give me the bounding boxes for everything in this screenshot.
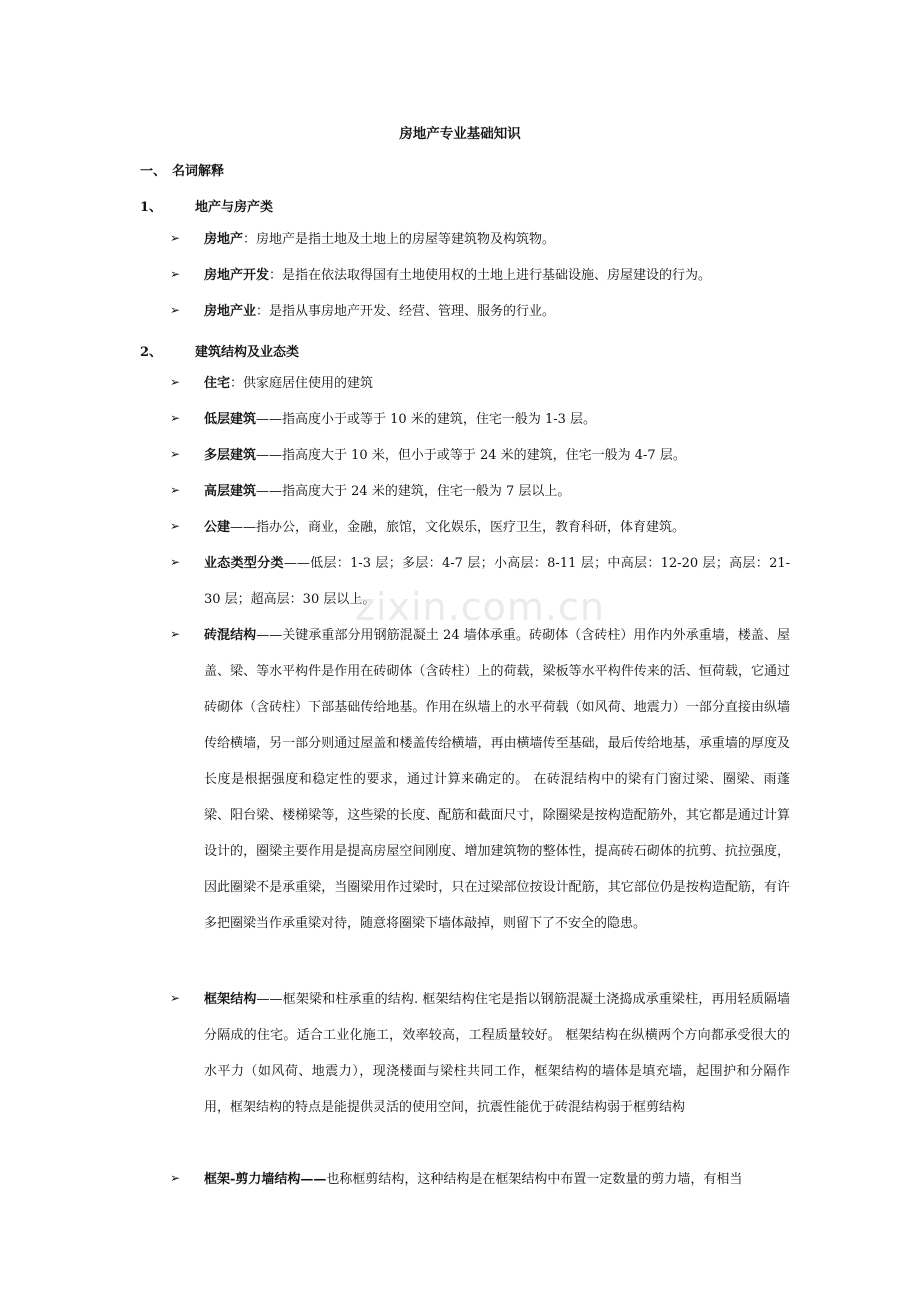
arrow-bullet-icon: ➢ [170,1171,181,1185]
term-separator: ： [256,304,270,319]
list-item [170,366,790,402]
arrow-bullet-icon: ➢ [170,627,181,641]
arrow-bullet-icon: ➢ [170,231,181,245]
term: 业态类型分类 [204,556,284,571]
term: 框架-剪力墙结构—— [204,1172,327,1187]
definition: 房地产是指土地及土地上的房屋等建筑物及构筑物。 [256,232,556,247]
definition: 指办公，商业，金融，旅馆，文化娱乐，医疗卫生，教育科研，体育建筑。 [256,520,686,535]
definition: 指高度大于 24 米的建筑，住宅一般为 7 层以上。 [282,484,571,499]
term-separator: —— [283,556,310,571]
list-item [170,1162,790,1198]
definition: 指高度大于 10 米，但小于或等于 24 米的建筑，住宅一般为 4-7 层。 [282,448,686,463]
subsection-heading [140,196,273,215]
document-title: 房地产专业基础知识 [399,126,521,142]
list-item-text [204,438,790,474]
list-item [170,618,790,942]
arrow-bullet-icon: ➢ [170,375,181,389]
term: 低层建筑 [204,412,257,427]
term-separator: ： [230,376,244,391]
list-item-text [204,258,790,294]
subsection-number: 2、 [140,345,163,360]
arrow-bullet-icon: ➢ [170,991,181,1005]
subsection-title: 地产与房产类 [195,200,274,215]
list-item-text [204,510,790,546]
term-separator: —— [256,992,283,1007]
term: 高层建筑 [204,484,257,499]
list-item [170,474,790,510]
arrow-bullet-icon: ➢ [170,519,181,533]
list-item [170,258,790,294]
term: 框架结构 [204,992,257,1007]
list-item-text [204,618,790,942]
arrow-bullet-icon: ➢ [170,303,181,317]
definition: 也称框剪结构，这种结构是在框架结构中布置一定数量的剪力墙，有相当 [326,1172,743,1187]
list-item [170,982,790,1126]
list-item-text [204,1162,790,1198]
term-separator: —— [256,484,283,499]
definition: 低层：1-3 层；多层：4-7 层；小高层：8-11 层；中高层：12-20 层；高层：21-30 层；超高层：30 层以上。 [204,556,790,607]
term: 房地产开发 [204,268,270,283]
definition: 框架梁和柱承重的结构. 框架结构住宅是指以钢筋混凝土浇捣成承重梁柱，再用轻质隔墙分隔成的住宅。适合工业化施工，效率较高，工程质量较好。 框架结构在纵横两个方向都承受很大的水平力（如风荷、地震力），现浇楼面与梁柱共同工作，框架结构的墙体是填充墙，起围护和分隔作用，框架结构的特点是能提供灵活的使用空间，抗震性能优于砖混结构弱于框剪结构 [204,992,790,1115]
list-item-text [204,294,790,330]
section-heading [140,160,224,179]
term: 公建 [204,520,231,535]
list-item [170,294,790,330]
definition: 是指从事房地产开发、经营、管理、服务的行业。 [269,304,556,319]
term: 多层建筑 [204,448,257,463]
subsection-heading [140,341,299,360]
list-item-text [204,402,790,438]
term: 住宅 [204,376,231,391]
term-separator: —— [256,448,283,463]
list-item-text [204,982,790,1126]
arrow-bullet-icon: ➢ [170,447,181,461]
list-item-text [204,474,790,510]
list-item [170,222,790,258]
arrow-bullet-icon: ➢ [170,411,181,425]
term-separator: ： [243,232,257,247]
list-item [170,402,790,438]
arrow-bullet-icon: ➢ [170,267,181,281]
definition: 供家庭居住使用的建筑 [243,376,374,391]
arrow-bullet-icon: ➢ [170,483,181,497]
list-item [170,510,790,546]
term-separator: —— [256,628,283,643]
list-item-text [204,366,790,402]
term-separator: ： [269,268,283,283]
definition: 指高度小于或等于 10 米的建筑，住宅一般为 1-3 层。 [282,412,597,427]
section-title: 名词解释 [172,164,225,179]
term-separator: —— [256,412,283,427]
list-item-text [204,222,790,258]
arrow-bullet-icon: ➢ [170,555,181,569]
subsection-number: 1、 [140,200,163,215]
definition: 是指在依法取得国有土地使用权的土地上进行基础设施、房屋建设的行为。 [282,268,712,283]
list-item [170,438,790,474]
subsection-title: 建筑结构及业态类 [195,345,300,360]
term: 砖混结构 [204,628,257,643]
term: 房地产 [204,232,244,247]
term-separator: —— [230,520,257,535]
watermark: zixin.com.cn [355,585,605,629]
section-number: 一、 [140,164,167,179]
definition: 关键承重部分用钢筋混凝土 24 墙体承重。砖砌体（含砖柱）用作内外承重墙，楼盖、屋盖、梁、等水平构件是作用在砖砌体（含砖柱）上的荷载，梁板等水平构件传来的活、恒荷载，它通过砖砌体（含砖柱）下部基础传给地基。作用在纵墙上的水平荷载（如风荷、地震力）一部分直接由纵墙传给横墙，另一部分则通过屋盖和楼盖传给横墙，再由横墙传至基础，最后传给地基，承重墙的厚度及长度是根据强度和稳定性的要求，通过计算来确定的。 在砖混结构中的梁有门窗过梁、圈梁、雨蓬梁、阳台梁、楼梯梁等，这些梁的长度、配筋和截面尺寸，除圈梁是按构造配筋外，其它都是通过计算设计的，圈梁主要作用是提高房屋空间刚度、增加建筑物的整体性，提高砖石砌体的抗剪、抗拉强度，因此圈梁不是承重梁，当圈梁用作过梁时，只在过梁部位按设计配筋，其它部位仍是按构造配筋，有许多把圈梁当作承重梁对待，随意将圈梁下墙体敲掉，则留下了不安全的隐患。 [204,628,790,931]
term: 房地产业 [204,304,257,319]
